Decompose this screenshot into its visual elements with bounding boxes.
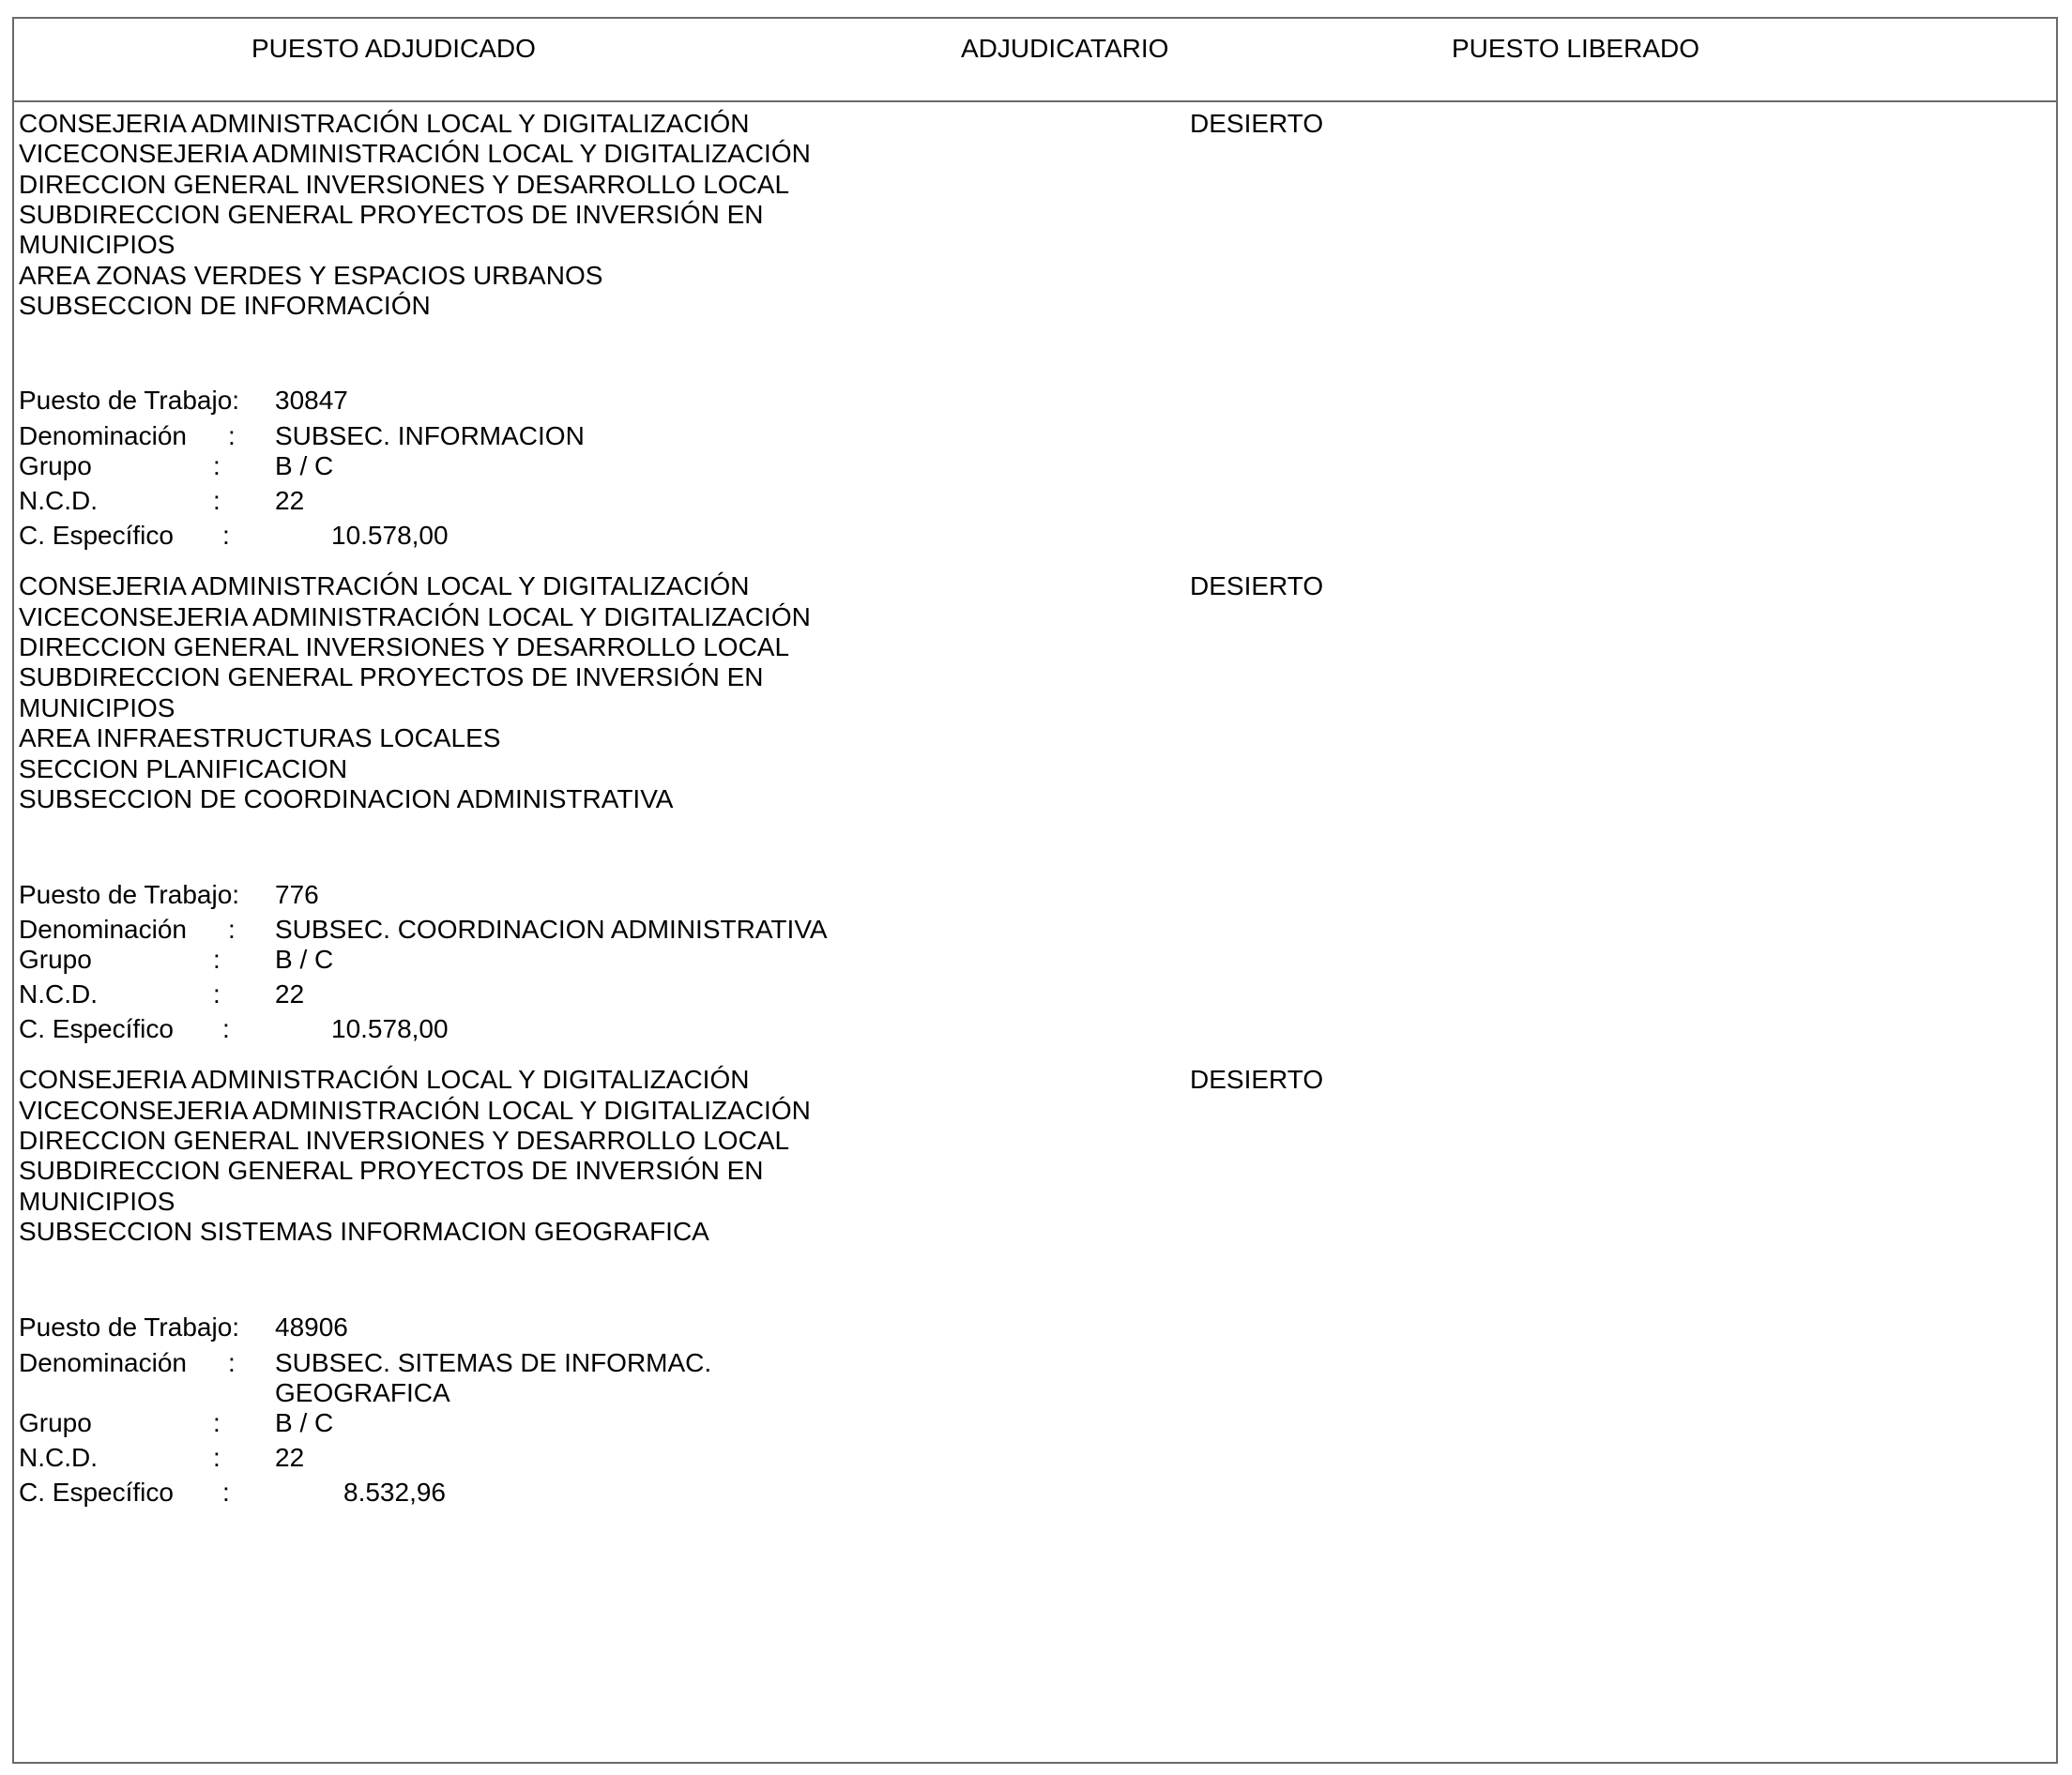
org-line: VICECONSEJERIA ADMINISTRACIÓN LOCAL Y DIGITALIZACIÓN bbox=[19, 602, 811, 631]
ncd-value: 22 bbox=[275, 1443, 305, 1472]
adjudicatario-value: DESIERTO bbox=[1190, 1065, 1324, 1094]
especifico-label: C. Específico bbox=[19, 1014, 174, 1043]
grupo-label: Grupo bbox=[19, 1408, 92, 1437]
especifico-label: C. Específico bbox=[19, 1478, 174, 1507]
especifico-value: 10.578,00 bbox=[331, 1014, 449, 1043]
colon: : bbox=[222, 521, 230, 550]
org-line: SUBDIRECCION GENERAL PROYECTOS DE INVERSIÓN EN bbox=[19, 200, 764, 229]
org-line: AREA ZONAS VERDES Y ESPACIOS URBANOS bbox=[19, 261, 603, 290]
denominacion-label: Denominación bbox=[19, 915, 187, 944]
org-line: CONSEJERIA ADMINISTRACIÓN LOCAL Y DIGITALIZACIÓN bbox=[19, 109, 750, 138]
colon: : bbox=[213, 979, 221, 1009]
grupo-value: B / C bbox=[275, 451, 334, 480]
ncd-label: N.C.D. bbox=[19, 486, 98, 515]
puesto-label: Puesto de Trabajo: bbox=[19, 1312, 240, 1342]
colon: : bbox=[222, 1478, 230, 1507]
ncd-value: 22 bbox=[275, 979, 305, 1009]
colon: : bbox=[213, 1408, 221, 1437]
denominacion-label: Denominación bbox=[19, 421, 187, 450]
org-line: AREA INFRAESTRUCTURAS LOCALES bbox=[19, 723, 501, 752]
org-line: SUBSECCION DE COORDINACION ADMINISTRATIVA bbox=[19, 784, 674, 813]
puesto-value: 48906 bbox=[275, 1312, 348, 1342]
puesto-value: 776 bbox=[275, 880, 319, 909]
colon: : bbox=[213, 486, 221, 515]
org-line: SECCION PLANIFICACION bbox=[19, 754, 348, 783]
puesto-label: Puesto de Trabajo: bbox=[19, 386, 240, 415]
org-line: SUBSECCION SISTEMAS INFORMACION GEOGRAFICA bbox=[19, 1217, 709, 1246]
org-line: MUNICIPIOS bbox=[19, 693, 175, 722]
adjudicatario-value: DESIERTO bbox=[1190, 571, 1324, 600]
header-divider bbox=[12, 100, 2058, 102]
org-line: SUBDIRECCION GENERAL PROYECTOS DE INVERSIÓN EN bbox=[19, 662, 764, 691]
denominacion-label: Denominación bbox=[19, 1348, 187, 1377]
colon: : bbox=[228, 421, 236, 450]
puesto-label: Puesto de Trabajo: bbox=[19, 880, 240, 909]
org-line: DIRECCION GENERAL INVERSIONES Y DESARROLLO LOCAL bbox=[19, 1126, 790, 1155]
ncd-label: N.C.D. bbox=[19, 1443, 98, 1472]
column-header-puesto-liberado: PUESTO LIBERADO bbox=[1452, 34, 1700, 63]
grupo-value: B / C bbox=[275, 945, 334, 974]
colon: : bbox=[228, 915, 236, 944]
colon: : bbox=[213, 945, 221, 974]
org-line: SUBDIRECCION GENERAL PROYECTOS DE INVERSIÓN EN bbox=[19, 1156, 764, 1185]
puesto-value: 30847 bbox=[275, 386, 348, 415]
org-line: MUNICIPIOS bbox=[19, 1187, 175, 1216]
colon: : bbox=[213, 1443, 221, 1472]
colon: : bbox=[228, 1348, 236, 1377]
denominacion-value: SUBSEC. INFORMACION bbox=[275, 421, 585, 450]
org-line: MUNICIPIOS bbox=[19, 230, 175, 259]
especifico-value: 8.532,96 bbox=[343, 1478, 446, 1507]
grupo-label: Grupo bbox=[19, 451, 92, 480]
denominacion-value: SUBSEC. COORDINACION ADMINISTRATIVA bbox=[275, 915, 828, 944]
colon: : bbox=[222, 1014, 230, 1043]
org-line: VICECONSEJERIA ADMINISTRACIÓN LOCAL Y DIGITALIZACIÓN bbox=[19, 139, 811, 168]
column-header-puesto-adjudicado: PUESTO ADJUDICADO bbox=[251, 34, 536, 63]
denominacion-value: SUBSEC. SITEMAS DE INFORMAC. bbox=[275, 1348, 712, 1377]
grupo-value: B / C bbox=[275, 1408, 334, 1437]
especifico-value: 10.578,00 bbox=[331, 521, 449, 550]
adjudicatario-value: DESIERTO bbox=[1190, 109, 1324, 138]
org-line: CONSEJERIA ADMINISTRACIÓN LOCAL Y DIGITALIZACIÓN bbox=[19, 571, 750, 600]
denominacion-value-cont: GEOGRAFICA bbox=[275, 1378, 450, 1407]
ncd-label: N.C.D. bbox=[19, 979, 98, 1009]
ncd-value: 22 bbox=[275, 486, 305, 515]
grupo-label: Grupo bbox=[19, 945, 92, 974]
org-line: SUBSECCION DE INFORMACIÓN bbox=[19, 291, 431, 320]
org-line: VICECONSEJERIA ADMINISTRACIÓN LOCAL Y DIGITALIZACIÓN bbox=[19, 1096, 811, 1125]
colon: : bbox=[213, 451, 221, 480]
org-line: CONSEJERIA ADMINISTRACIÓN LOCAL Y DIGITALIZACIÓN bbox=[19, 1065, 750, 1094]
org-line: DIRECCION GENERAL INVERSIONES Y DESARROLLO LOCAL bbox=[19, 632, 790, 661]
column-header-adjudicatario: ADJUDICATARIO bbox=[961, 34, 1169, 63]
especifico-label: C. Específico bbox=[19, 521, 174, 550]
org-line: DIRECCION GENERAL INVERSIONES Y DESARROLLO LOCAL bbox=[19, 170, 790, 199]
